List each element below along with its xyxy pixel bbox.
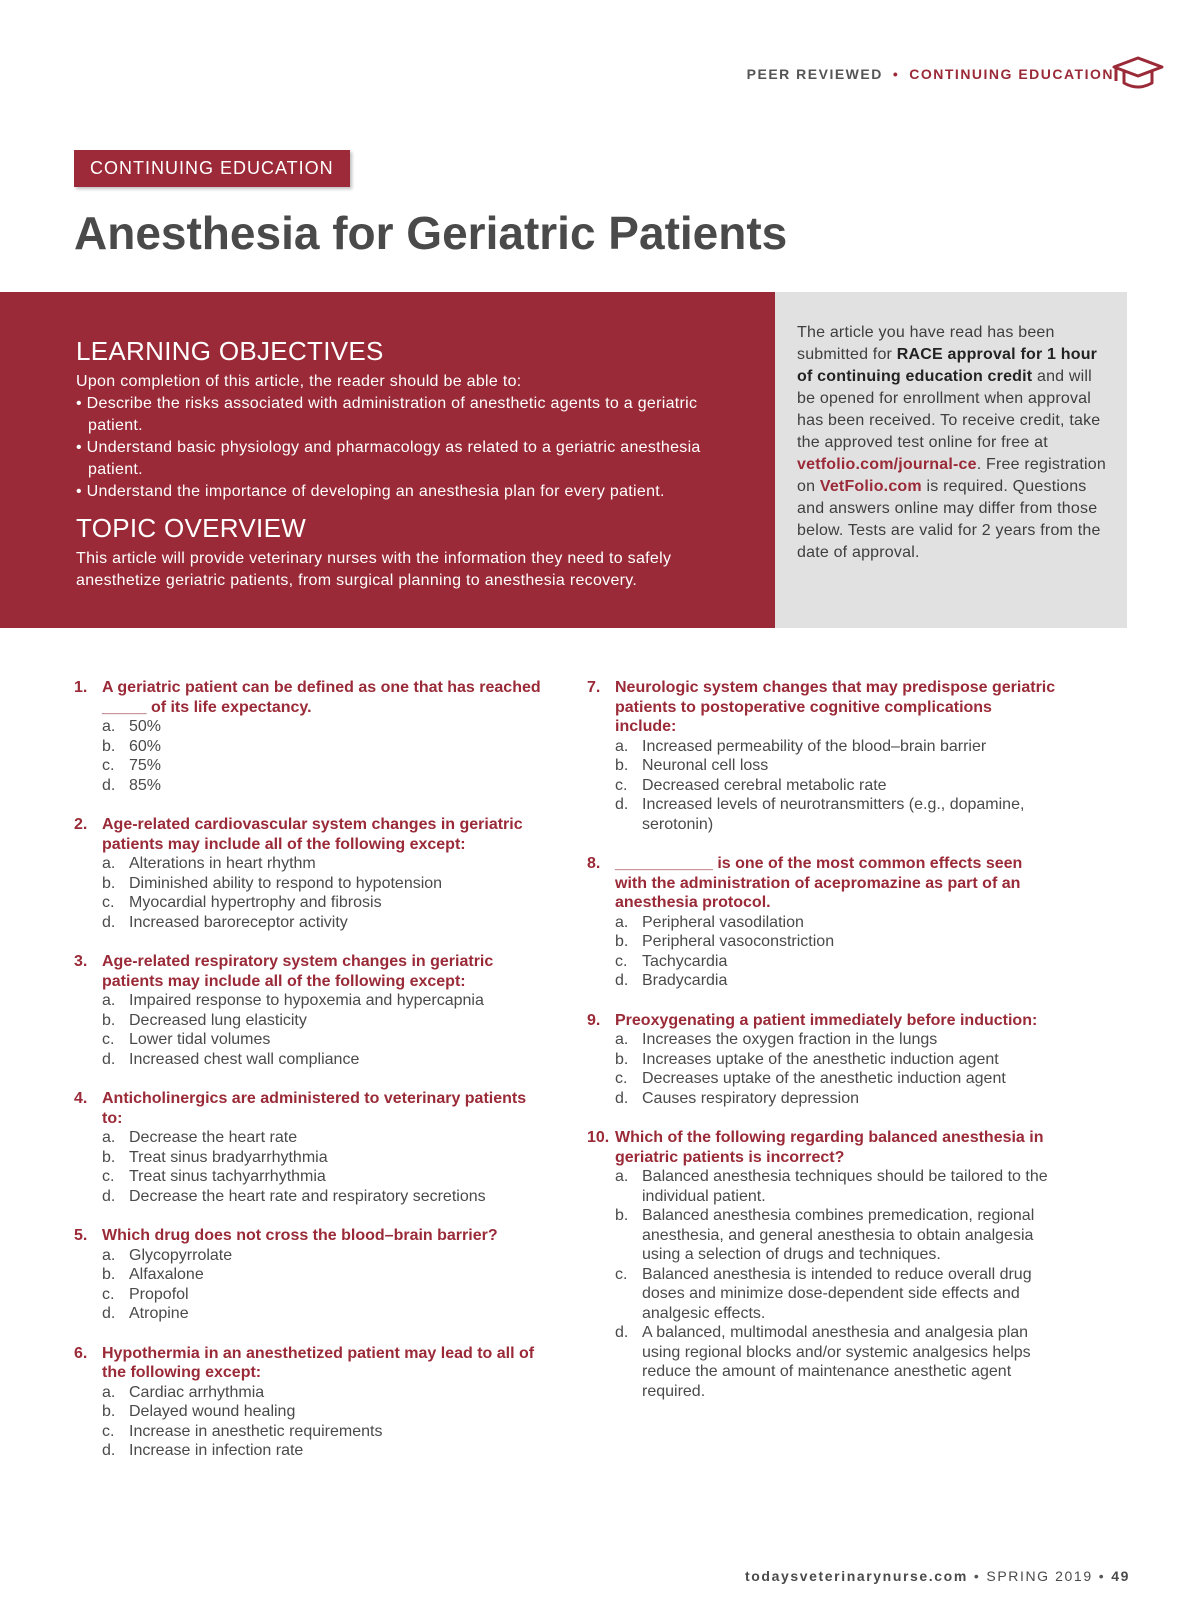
answer-option bbox=[74, 1304, 544, 1324]
option-text: Decreased lung elasticity bbox=[129, 1011, 307, 1029]
question-number: 2. bbox=[74, 816, 88, 833]
option-letter: b. bbox=[615, 1050, 629, 1068]
question-prompt bbox=[74, 1089, 544, 1128]
option-letter: b. bbox=[102, 1011, 116, 1029]
option-text: 75% bbox=[129, 757, 162, 774]
question-text: Anticholinergics are administered to veterinary patients to: bbox=[102, 1090, 527, 1127]
option-letter: d. bbox=[615, 972, 629, 989]
header-separator: • bbox=[892, 66, 900, 82]
option-text: Decrease the heart rate bbox=[129, 1129, 298, 1146]
option-text: Increase in anesthetic requirements bbox=[129, 1422, 383, 1440]
option-text: Cardiac arrhythmia bbox=[129, 1383, 265, 1401]
answer-option bbox=[74, 991, 544, 1011]
answer-option bbox=[74, 1167, 544, 1187]
question-number: 4. bbox=[74, 1090, 88, 1107]
option-letter: b. bbox=[102, 1403, 116, 1420]
answer-option bbox=[587, 737, 1057, 757]
option-text: Increased permeability of the blood–brain barrier bbox=[642, 737, 987, 755]
answer-option bbox=[587, 776, 1057, 796]
option-letter: b. bbox=[102, 737, 116, 755]
answer-option bbox=[74, 1128, 544, 1148]
answer-option bbox=[74, 717, 544, 737]
credit-text-1: The article you have read has been submitted for bbox=[797, 324, 1055, 363]
answer-option bbox=[587, 795, 1057, 834]
question-text: Which of the following regarding balanced anesthesia in geriatric patients is incorrect? bbox=[615, 1129, 1044, 1166]
credit-text-2: and will be opened for enrollment when approval has been received. To receive credit, take the approved test online for free at bbox=[797, 368, 1101, 451]
question-text: Age-related respiratory system changes in geriatric patients may include all of the following except: bbox=[102, 953, 494, 990]
website-label: todaysveterinarynurse.com bbox=[745, 1568, 968, 1584]
objective-item: • Describe the risks associated with administration of anesthetic agents to a geriatric patient. bbox=[76, 393, 756, 437]
page-number: 49 bbox=[1111, 1568, 1130, 1584]
answer-option bbox=[587, 932, 1057, 952]
option-letter: d. bbox=[102, 1050, 116, 1068]
answer-option bbox=[74, 1402, 544, 1422]
question-text: A geriatric patient can be defined as one that has reached _____ of its life expectancy. bbox=[102, 679, 541, 716]
option-letter: a. bbox=[102, 718, 116, 735]
questions-column-left bbox=[74, 678, 544, 1481]
question-prompt bbox=[74, 815, 544, 854]
option-letter: b. bbox=[615, 757, 629, 774]
option-text: Increased levels of neurotransmitters (e.g., dopamine, serotonin) bbox=[642, 796, 1025, 833]
question-prompt bbox=[74, 1344, 544, 1383]
answer-option bbox=[587, 952, 1057, 972]
objective-item: • Understand basic physiology and pharmacology as related to a geriatric anesthesia patient. bbox=[76, 437, 756, 481]
topic-overview-heading: TOPIC OVERVIEW bbox=[76, 513, 307, 543]
option-letter: c. bbox=[102, 1422, 115, 1440]
option-letter: a. bbox=[102, 855, 116, 872]
option-letter: c. bbox=[615, 776, 628, 794]
question-prompt bbox=[587, 854, 1057, 913]
question-text: Hypothermia in an anesthetized patient may lead to all of the following except: bbox=[102, 1344, 535, 1381]
option-text: 50% bbox=[129, 718, 162, 735]
option-text: Peripheral vasodilation bbox=[642, 913, 804, 931]
option-letter: b. bbox=[102, 1266, 116, 1283]
option-text: Neuronal cell loss bbox=[642, 757, 769, 774]
topic-overview-text: This article will provide veterinary nurses with the information they need to safely anesthetize geriatric patients, from surgical planning to anesthesia recovery. bbox=[76, 550, 672, 589]
quiz-question bbox=[74, 952, 544, 1069]
article-title: Anesthesia for Geriatric Patients bbox=[74, 207, 788, 259]
answer-option bbox=[587, 1030, 1057, 1050]
answer-option bbox=[74, 1285, 544, 1305]
option-text: Bradycardia bbox=[642, 972, 728, 989]
question-number: 1. bbox=[74, 679, 88, 696]
question-prompt bbox=[74, 952, 544, 991]
option-text: Causes respiratory depression bbox=[642, 1089, 859, 1107]
answer-option bbox=[74, 1148, 544, 1168]
option-text: Alfaxalone bbox=[129, 1266, 204, 1283]
footer-separator: • bbox=[1098, 1568, 1106, 1584]
answer-option bbox=[74, 1030, 544, 1050]
option-letter: d. bbox=[615, 1324, 629, 1341]
objectives-list bbox=[76, 393, 756, 503]
answer-option bbox=[74, 776, 544, 796]
journal-ce-link[interactable]: vetfolio.com/journal-ce bbox=[797, 456, 977, 473]
quiz-question bbox=[74, 815, 544, 932]
question-number: 6. bbox=[74, 1344, 88, 1362]
option-letter: c. bbox=[102, 1031, 115, 1048]
answer-option bbox=[74, 1383, 544, 1403]
credit-info-panel bbox=[775, 292, 1127, 628]
answer-option bbox=[74, 1441, 544, 1461]
option-letter: b. bbox=[102, 874, 116, 892]
option-text: Alterations in heart rhythm bbox=[129, 855, 316, 872]
option-text: Decreases uptake of the anesthetic induction agent bbox=[642, 1070, 1006, 1087]
answer-option bbox=[587, 1167, 1057, 1206]
option-text: Balanced anesthesia techniques should be tailored to the individual patient. bbox=[642, 1168, 1048, 1205]
footer-separator: • bbox=[973, 1568, 981, 1584]
question-text: Preoxygenating a patient immediately before induction: bbox=[615, 1011, 1038, 1029]
option-letter: a. bbox=[615, 913, 629, 931]
option-text: Myocardial hypertrophy and fibrosis bbox=[129, 894, 382, 911]
option-text: Balanced anesthesia is intended to reduce overall drug doses and minimize dose-dependent side effects and analgesic effects. bbox=[642, 1265, 1032, 1322]
page-footer bbox=[745, 1568, 1130, 1584]
option-text: Diminished ability to respond to hypotension bbox=[129, 874, 443, 892]
graduation-cap-icon bbox=[1110, 55, 1166, 93]
answer-option bbox=[587, 1069, 1057, 1089]
race-approval-text: RACE approval for 1 hour of continuing education credit bbox=[797, 346, 1098, 385]
credit-text-4: is required. Questions and answers online may differ from those below. Tests are valid for 2 years from the date of approval. bbox=[797, 478, 1101, 561]
option-text: Treat sinus bradyarrhythmia bbox=[129, 1148, 328, 1166]
option-letter: b. bbox=[615, 933, 629, 950]
answer-option bbox=[74, 893, 544, 913]
questions-column-right bbox=[587, 678, 1057, 1421]
vetfolio-link[interactable]: VetFolio.com bbox=[819, 478, 922, 495]
option-letter: d. bbox=[102, 1442, 116, 1459]
option-letter: c. bbox=[102, 757, 115, 774]
answer-option bbox=[587, 1323, 1057, 1401]
option-letter: b. bbox=[615, 1207, 629, 1224]
option-letter: c. bbox=[102, 894, 115, 911]
objective-item: • Understand the importance of developing an anesthesia plan for every patient. bbox=[76, 481, 756, 503]
option-text: Peripheral vasoconstriction bbox=[642, 933, 835, 950]
continuing-education-label: CONTINUING EDUCATION bbox=[909, 66, 1114, 82]
peer-reviewed-label: PEER REVIEWED bbox=[746, 66, 883, 82]
option-letter: c. bbox=[615, 1265, 628, 1283]
option-letter: d. bbox=[102, 913, 116, 931]
option-text: Impaired response to hypoxemia and hypercapnia bbox=[129, 992, 484, 1009]
option-text: Treat sinus tachyarrhythmia bbox=[129, 1168, 326, 1185]
option-letter: d. bbox=[615, 796, 629, 813]
answer-option bbox=[74, 1265, 544, 1285]
option-letter: a. bbox=[615, 1168, 629, 1185]
option-letter: c. bbox=[102, 1168, 115, 1185]
quiz-question bbox=[74, 1226, 544, 1324]
option-text: Decreased cerebral metabolic rate bbox=[642, 776, 887, 794]
answer-option bbox=[74, 1050, 544, 1070]
answer-option bbox=[587, 1206, 1057, 1265]
question-number: 10. bbox=[587, 1129, 610, 1146]
issue-label: SPRING 2019 bbox=[986, 1568, 1093, 1584]
question-prompt bbox=[74, 1226, 544, 1246]
question-text: Which drug does not cross the blood–brain barrier? bbox=[102, 1227, 498, 1244]
option-letter: d. bbox=[102, 1305, 116, 1322]
option-text: Increase in infection rate bbox=[129, 1442, 304, 1459]
option-letter: c. bbox=[615, 1070, 628, 1087]
answer-option bbox=[587, 971, 1057, 991]
quiz-question bbox=[587, 1128, 1057, 1401]
option-text: Increases uptake of the anesthetic induction agent bbox=[642, 1050, 999, 1068]
quiz-question bbox=[74, 1089, 544, 1206]
answer-option bbox=[587, 756, 1057, 776]
answer-option bbox=[587, 1089, 1057, 1109]
question-text: ___________ is one of the most common effects seen with the administration of acepromazine as part of an anesthesia protocol. bbox=[615, 855, 1023, 911]
credit-info-text bbox=[797, 322, 1107, 564]
option-text: 60% bbox=[129, 737, 162, 755]
answer-option bbox=[74, 874, 544, 894]
option-text: Decrease the heart rate and respiratory secretions bbox=[129, 1187, 486, 1205]
question-number: 9. bbox=[587, 1011, 601, 1029]
option-letter: a. bbox=[102, 992, 116, 1009]
option-letter: b. bbox=[102, 1148, 116, 1166]
answer-option bbox=[587, 1050, 1057, 1070]
option-letter: c. bbox=[615, 952, 628, 970]
option-letter: d. bbox=[102, 776, 116, 794]
quiz-question bbox=[587, 1011, 1057, 1109]
option-text: Increased chest wall compliance bbox=[129, 1050, 360, 1068]
question-number: 5. bbox=[74, 1227, 88, 1244]
question-prompt bbox=[74, 678, 544, 717]
learning-objectives-heading: LEARNING OBJECTIVES bbox=[76, 336, 384, 366]
question-number: 8. bbox=[587, 855, 601, 872]
option-text: Tachycardia bbox=[642, 952, 728, 970]
option-letter: d. bbox=[102, 1187, 116, 1205]
answer-option bbox=[74, 1246, 544, 1266]
answer-option bbox=[587, 1265, 1057, 1324]
option-letter: a. bbox=[615, 1031, 629, 1048]
option-text: Delayed wound healing bbox=[129, 1403, 296, 1420]
option-text: 85% bbox=[129, 776, 162, 794]
quiz-question bbox=[74, 1344, 544, 1461]
question-number: 7. bbox=[587, 679, 601, 696]
option-text: Propofol bbox=[129, 1285, 189, 1303]
option-text: Increased baroreceptor activity bbox=[129, 913, 348, 931]
option-text: Balanced anesthesia combines premedication, regional anesthesia, and general anesthesia to obtain analgesia using a selection of drugs and techniques. bbox=[642, 1207, 1035, 1263]
credit-text-3: . Free registration on bbox=[797, 456, 1106, 495]
option-text: Increases the oxygen fraction in the lungs bbox=[642, 1031, 938, 1048]
answer-option bbox=[74, 854, 544, 874]
answer-option bbox=[74, 737, 544, 757]
answer-option bbox=[587, 913, 1057, 933]
option-text: A balanced, multimodal anesthesia and analgesia plan using regional blocks and/or systemic analgesics helps reduce the amount of maintenance anesthetic agent required. bbox=[642, 1324, 1031, 1400]
answer-option bbox=[74, 1011, 544, 1031]
objectives-panel bbox=[0, 292, 775, 628]
quiz-question bbox=[587, 678, 1057, 834]
option-text: Lower tidal volumes bbox=[129, 1031, 271, 1048]
answer-option bbox=[74, 756, 544, 776]
option-letter: c. bbox=[102, 1285, 115, 1303]
answer-option bbox=[74, 1187, 544, 1207]
objectives-intro: Upon completion of this article, the reader should be able to: bbox=[76, 373, 522, 390]
quiz-question bbox=[74, 678, 544, 795]
question-text: Neurologic system changes that may predispose geriatric patients to postoperative cognitive complications include: bbox=[615, 679, 1056, 735]
option-letter: d. bbox=[615, 1089, 629, 1107]
answer-option bbox=[74, 1422, 544, 1442]
question-number: 3. bbox=[74, 953, 88, 970]
answer-option bbox=[74, 913, 544, 933]
option-letter: a. bbox=[102, 1129, 116, 1146]
option-letter: a. bbox=[102, 1383, 116, 1401]
option-letter: a. bbox=[615, 737, 629, 755]
option-text: Glycopyrrolate bbox=[129, 1246, 233, 1264]
question-prompt bbox=[587, 678, 1057, 737]
option-letter: a. bbox=[102, 1246, 116, 1264]
continuing-education-badge: CONTINUING EDUCATION bbox=[74, 150, 350, 187]
question-prompt bbox=[587, 1128, 1057, 1167]
running-header bbox=[747, 66, 1114, 82]
quiz-question bbox=[587, 854, 1057, 991]
option-text: Atropine bbox=[129, 1305, 189, 1322]
question-text: Age-related cardiovascular system changes in geriatric patients may include all of the following except: bbox=[102, 816, 523, 853]
question-prompt bbox=[587, 1011, 1057, 1031]
